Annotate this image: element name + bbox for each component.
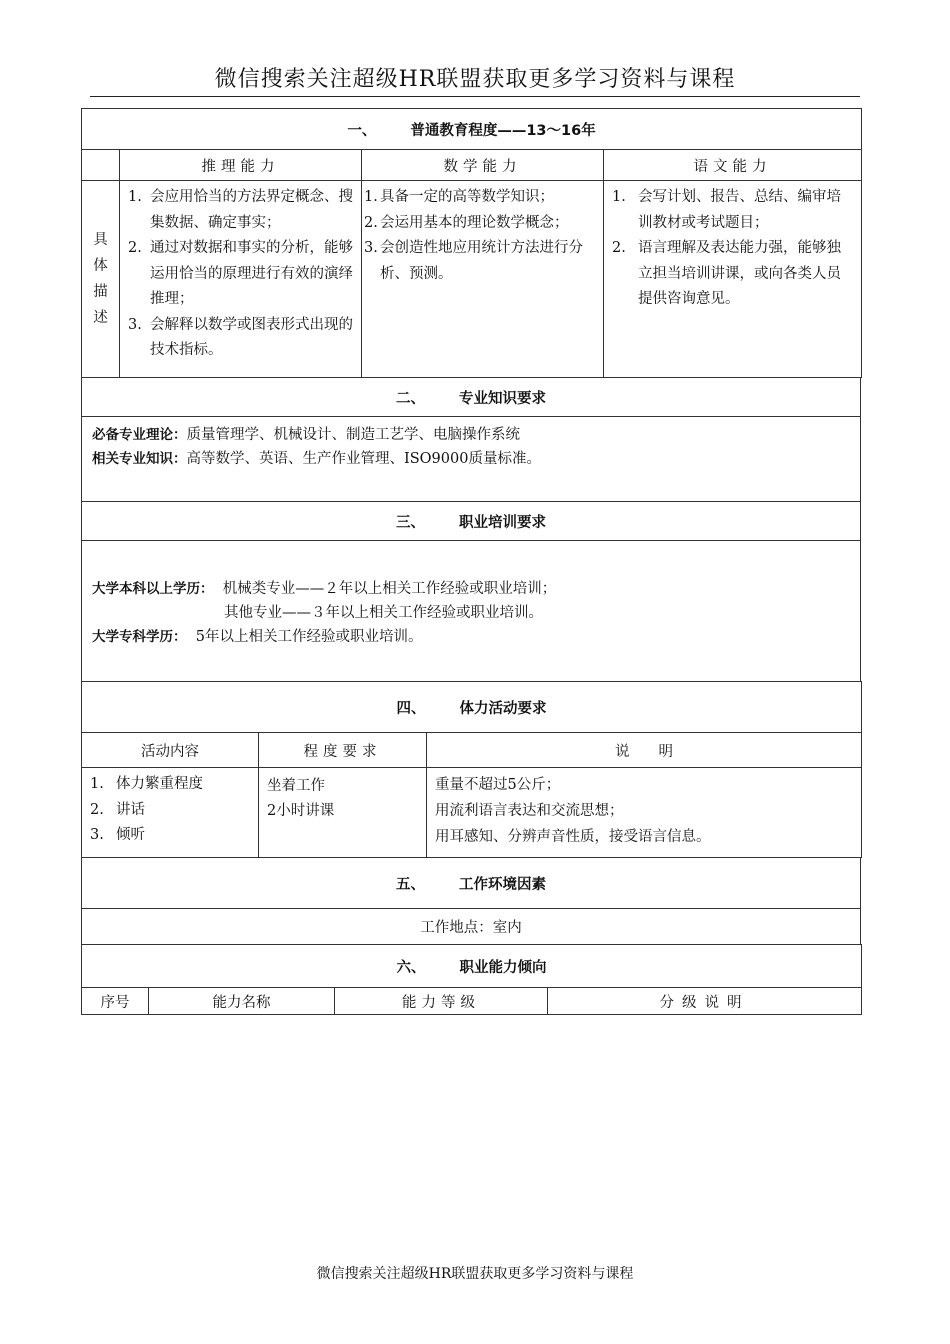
environment-table [81,857,861,945]
math-cell [362,181,604,378]
bachelor-line-2: 其他专业——３年以上相关工作经验或职业培训。 [224,605,543,621]
list-item: 1. 会应用恰当的方法界定概念、搜集数据、确定事实； [128,189,353,231]
required-theory: 必备专业理论：质量管理学、机械设计、制造工艺学、电脑操作系统 [92,427,520,443]
section3-title: 三、 职业培训要求 [82,502,861,541]
list-item: 3. 会创造性地应用统计方法进行分析、预测。 [364,240,583,282]
list-item: 2. 通过对数据和事实的分析，能够运用恰当的原理进行有效的演绎推理； [128,240,353,307]
section6-title: 六、 职业能力倾向 [82,945,862,988]
col-ability-level: 能力等级 [335,988,548,1015]
bachelor-line-1: 大学本科以上学历： 机械类专业——２年以上相关工作经验或职业培训； [92,581,557,597]
page-header: 微信搜索关注超级HR联盟获取更多学习资料与课程 [214,67,736,92]
level-cell: 坐着工作 2小时讲课 [259,768,427,858]
section5-title: 五、 工作环境因素 [82,858,861,909]
list-item: 1. 会写计划、报告、总结、编审培训教材或考试题目； [612,189,841,231]
col-index: 序号 [82,988,149,1015]
language-cell [604,181,862,378]
list-item: 3. 会解释以数学或图表形式出现的技术指标。 [128,316,353,358]
related-knowledge: 相关专业知识：高等数学、英语、生产作业管理、ISO9000质量标准。 [92,451,541,467]
section4-title: 四、 体力活动要求 [82,682,862,733]
col-ability-name: 能力名称 [149,988,335,1015]
col-level-desc: 分级说明 [548,988,862,1015]
list-item: 2. 会运用基本的理论数学概念； [364,214,569,231]
list-item: 1. 体力繁重程度 [90,776,203,792]
training-cell [82,541,861,682]
list-item: 2. 语言理解及表达能力强，能够独立担当培训讲课，或向各类人员提供咨询意见。 [612,240,841,307]
blank-corner-cell [82,150,120,181]
header-rule [90,96,860,97]
knowledge-cell [82,417,861,502]
col-level: 程度要求 [259,733,427,768]
college-line: 大学专科学历： 5年以上相关工作经验或职业培训。 [92,629,423,645]
col-language: 语文能力 [604,150,862,181]
list-item: 2. 讲话 [90,801,145,818]
list-item: 3. 倾听 [90,827,145,843]
notes-cell: 重量不超过5公斤； 用流利语言表达和交流思想； 用耳感知、分辨声音性质，接受语言信息。 [427,768,862,858]
row-label: 具体描述 [82,181,120,378]
col-notes: 说 明 [427,733,862,768]
aptitude-table [81,944,862,1015]
section2-title: 二、 专业知识要求 [82,378,861,417]
knowledge-training-table [81,377,861,682]
col-activity: 活动内容 [82,733,259,768]
page-footer: 微信搜索关注超级HR联盟获取更多学习资料与课程 [316,1266,634,1282]
section1-title: 一、 普通教育程度——13～16年 [82,109,862,150]
list-item: 1. 具备一定的高等数学知识； [364,189,554,205]
col-math: 数学能力 [362,150,604,181]
col-reasoning: 推理能力 [120,150,362,181]
physical-table [81,681,862,858]
reasoning-cell [120,181,362,378]
work-location: 工作地点：室内 [82,909,861,945]
activity-cell [82,768,259,858]
education-table [81,108,862,378]
